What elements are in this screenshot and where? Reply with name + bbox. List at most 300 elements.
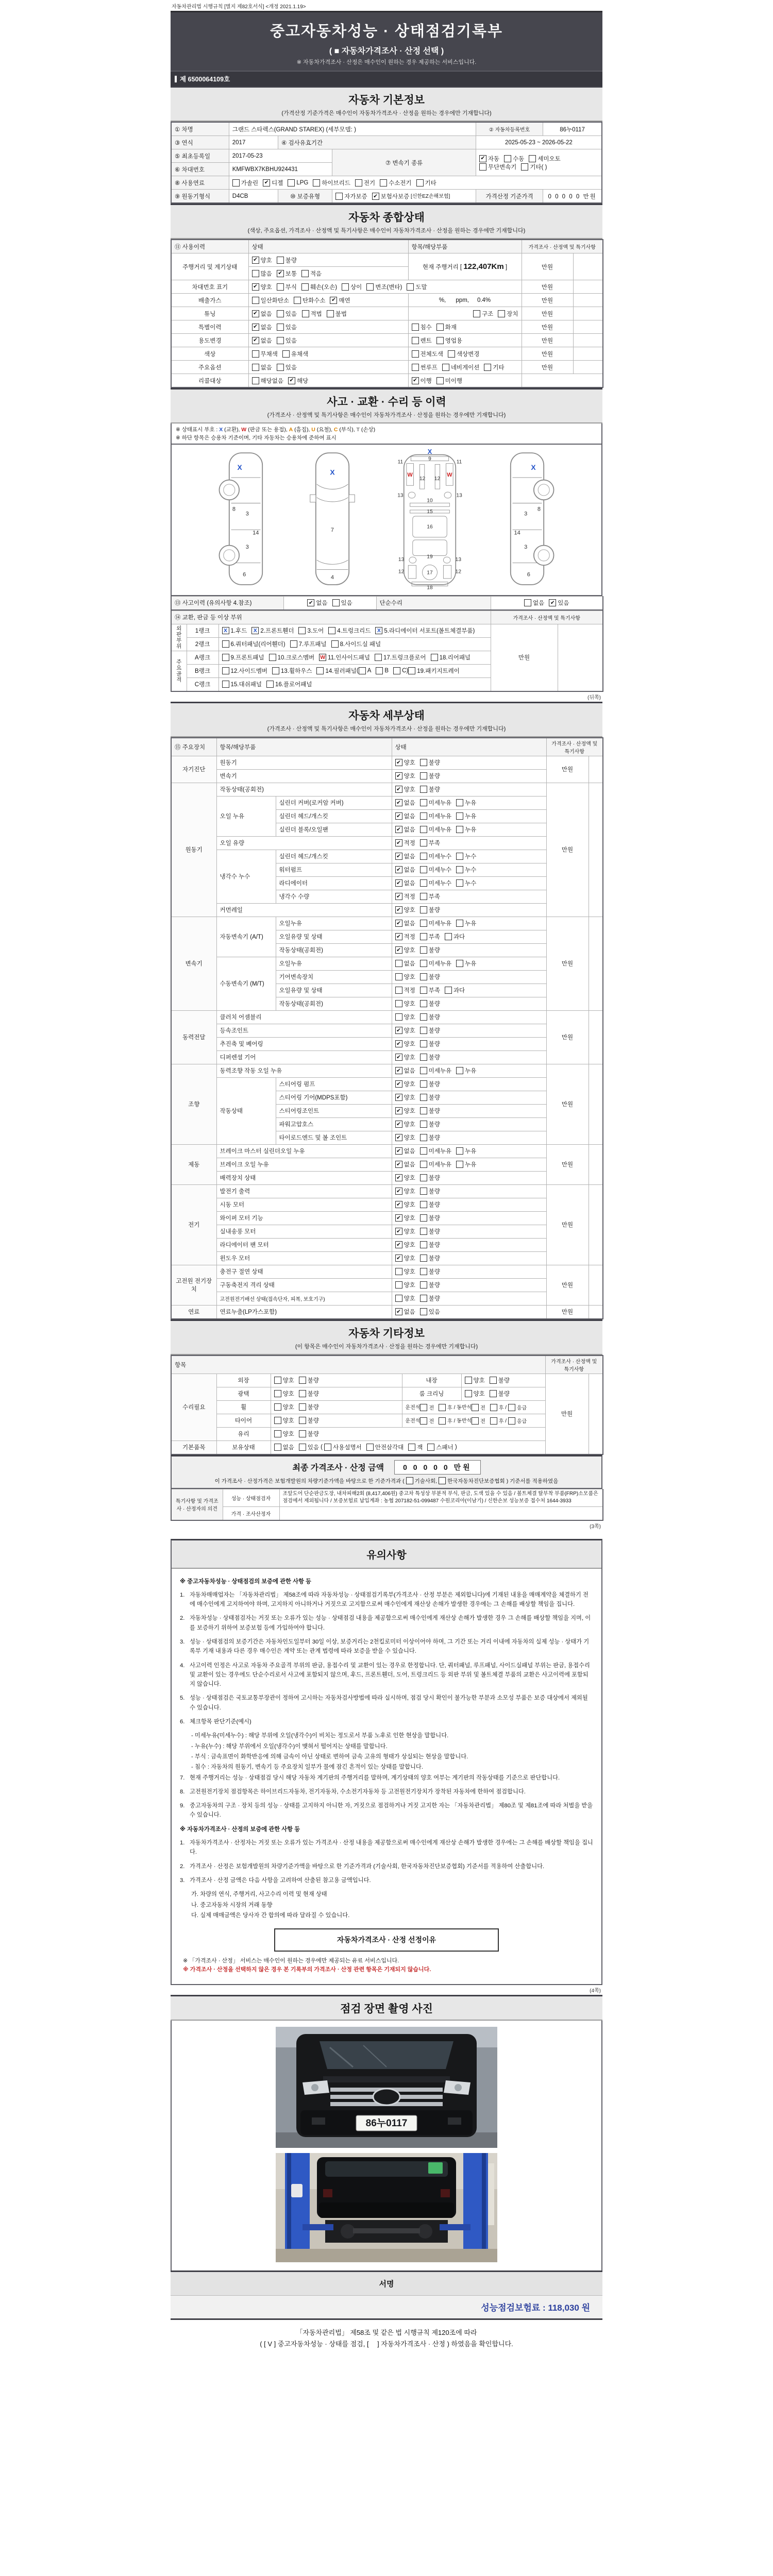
checkbox[interactable] [324,1444,331,1451]
checkbox[interactable]: ✔ [395,1308,402,1315]
checkbox[interactable]: ✔ [395,879,402,887]
svg-text:W: W [407,471,413,478]
cell: 오일유량 및 상태 [276,930,392,943]
checkbox[interactable] [395,960,402,967]
checkbox[interactable]: ✔ [479,155,486,162]
checkbox[interactable] [420,1040,427,1047]
cell: 오일누유 [276,957,392,970]
checkbox[interactable]: X [222,627,229,634]
cell: 스티어링조인트 [276,1104,392,1117]
checkbox[interactable]: ✔ [395,1201,402,1208]
checkbox[interactable] [524,599,531,606]
checkbox-group [395,1026,440,1035]
checkbox[interactable] [395,1013,402,1021]
checkbox[interactable] [252,377,259,384]
checkbox[interactable] [490,1404,497,1411]
checkbox[interactable] [508,1417,515,1425]
checkbox[interactable]: ✔ [395,1027,402,1034]
checkbox[interactable]: ✔ [395,812,402,820]
checkbox[interactable]: ✔ [395,853,402,860]
checkbox[interactable] [393,667,400,674]
checkbox[interactable] [508,1404,515,1411]
checkbox-label: 양호 [282,1431,294,1437]
checkbox[interactable] [420,960,427,967]
checkbox[interactable]: ✔ [395,946,402,954]
checkbox[interactable] [456,920,463,927]
checkbox-label: 불량 [428,1122,440,1128]
checkbox-option [330,296,350,304]
checkbox[interactable] [420,1134,427,1141]
checkbox[interactable] [420,1067,427,1074]
checkbox[interactable] [490,1390,497,1397]
checkbox[interactable]: ✔ [395,906,402,913]
checkbox[interactable]: ✔ [395,1080,402,1088]
cell [392,1171,546,1184]
checkbox[interactable]: ✔ [395,1161,402,1168]
checkbox[interactable] [395,973,402,980]
checkbox[interactable] [420,1308,427,1315]
checkbox[interactable] [272,667,279,674]
price-survey-note: ※ 「가격조사 · 산정」 서비스는 매수인이 원하는 경우에만 제공되는 유료 서비스입니다. [183,1957,399,1964]
checkbox-label: 양호 [473,1378,485,1384]
cell: 구동축전지 격리 상태 [216,1278,392,1292]
checkbox[interactable] [431,654,438,661]
cell: 그랜드 스타렉스(GRAND STAREX) (세부모델: ) [229,122,476,136]
checkbox[interactable]: ✔ [252,257,259,264]
checkbox[interactable]: ✔ [395,1174,402,1181]
checkbox[interactable] [456,879,463,887]
checkbox[interactable] [277,337,284,344]
checkbox[interactable] [252,350,259,358]
checkbox[interactable] [439,1417,446,1425]
text: ( [318,1444,325,1451]
checkbox[interactable] [299,1417,306,1424]
checkbox[interactable] [420,946,427,954]
cell [573,307,603,320]
checkbox[interactable] [465,1390,472,1397]
cell: 실린더 헤드/개스킷 [276,809,392,823]
checkbox[interactable] [420,1174,427,1181]
checkbox[interactable] [420,799,427,806]
svg-text:3: 3 [245,511,249,517]
checkbox[interactable]: ✔ [288,377,295,384]
section-note: (이 항목은 매수인이 자동차가격조사 · 산정을 원하는 경우에만 기재합니다) [295,1343,478,1350]
checkbox-label: 없음 [404,867,415,873]
checkbox-option [427,1443,453,1451]
checkbox-option [299,1389,319,1398]
section-title: 자동차 종합상태 [348,212,425,224]
checkbox[interactable] [313,179,320,187]
checkbox[interactable] [456,1067,463,1074]
checkbox[interactable] [420,812,427,820]
checkbox-label: 누유 [465,814,477,820]
checkbox[interactable] [274,1430,281,1437]
checkbox-label: 18.리어패널 [439,655,471,661]
checkbox-option [412,363,438,371]
checkbox[interactable]: ✔ [395,1228,402,1235]
checkbox[interactable] [456,960,463,967]
checkbox[interactable] [416,179,424,187]
checkbox[interactable] [490,1417,497,1425]
checkbox-label: 적정 [404,894,415,900]
checkbox-option [412,336,432,345]
checkbox-label: 양호 [282,1418,294,1424]
checkbox[interactable]: ✔ [263,179,270,187]
checkbox[interactable] [395,1000,402,1007]
checkbox[interactable] [366,1444,374,1451]
checkbox[interactable] [342,283,349,291]
checkbox[interactable] [269,654,276,661]
checkbox[interactable] [375,654,382,661]
checkbox[interactable] [274,1390,281,1397]
checkbox[interactable] [380,179,387,187]
checkbox-option [473,310,493,318]
checkbox[interactable] [420,879,427,887]
checkbox-option [420,1200,440,1209]
checkbox[interactable]: ✔ [395,933,402,940]
cell: 주요골격 [171,651,187,691]
checkbox[interactable] [436,377,444,384]
checkbox[interactable] [299,1390,306,1397]
cell: 리콜대상 [171,374,248,388]
checkbox[interactable] [302,310,309,317]
checkbox[interactable]: ✔ [395,839,402,846]
table-row [171,611,603,624]
checkbox[interactable] [298,627,306,634]
checkbox[interactable]: ✔ [395,1067,402,1074]
checkbox[interactable]: ✔ [395,893,402,900]
checkbox[interactable] [420,853,427,860]
checkbox[interactable] [420,933,427,940]
checkbox[interactable] [445,987,452,994]
checkbox[interactable] [420,1000,427,1007]
cell: 항목/해당부품 [408,240,522,253]
checkbox[interactable] [299,1444,306,1451]
checkbox[interactable] [436,337,444,344]
table-row [171,957,603,970]
checkbox-option [431,653,470,662]
checkbox[interactable] [456,812,463,820]
checkbox[interactable] [277,364,284,371]
checkbox[interactable] [266,681,274,688]
checkbox-option [420,1187,440,1195]
checkbox[interactable] [222,681,229,688]
checkbox-option [299,1443,319,1451]
checkbox-label: 누수 [465,854,477,860]
checkbox[interactable] [395,987,402,994]
checkbox[interactable] [332,599,340,606]
checkbox[interactable]: ✔ [395,1188,402,1195]
checkbox[interactable] [282,350,290,358]
checkbox[interactable]: ✔ [395,1255,402,1262]
checkbox[interactable]: ✔ [307,599,314,606]
checkbox-option [420,879,451,887]
checkbox-label: 자동 [488,156,500,162]
checkbox-option [299,1376,319,1384]
cell: 용도변경 [171,334,248,347]
checkbox[interactable] [420,1268,427,1275]
table-row [171,294,603,307]
table-row [171,1158,603,1171]
cell: 기어변속장치 [276,970,392,984]
cell [219,637,491,651]
checkbox[interactable]: ✔ [395,866,402,873]
checkbox[interactable] [356,667,366,674]
checkbox[interactable] [252,270,259,277]
checkbox[interactable] [427,1444,434,1451]
svg-text:10: 10 [427,498,433,504]
checkbox[interactable] [420,772,427,779]
checkbox[interactable]: ✔ [252,310,259,317]
checkbox[interactable] [299,1377,306,1384]
checkbox[interactable] [420,893,427,900]
checkbox[interactable] [420,1404,427,1411]
checkbox[interactable] [420,1094,427,1101]
checkbox[interactable] [290,640,297,648]
checkbox[interactable] [335,193,343,200]
checkbox[interactable] [412,337,419,344]
checkbox-label: 양호 [404,1001,415,1007]
checkbox[interactable] [299,1403,306,1411]
checkbox[interactable] [420,1188,427,1195]
cell [219,677,491,691]
svg-text:9: 9 [428,456,431,462]
cell: 오일유량 및 상태 [276,984,392,997]
checkbox[interactable] [420,1027,427,1034]
checkbox[interactable] [436,324,444,331]
checkbox[interactable] [277,283,284,291]
cell: 시동 모터 [216,1198,392,1211]
checkbox[interactable] [420,920,427,927]
checkbox[interactable] [439,1404,446,1411]
checkbox-option [395,1093,415,1101]
checkbox-label: 양호 [404,787,415,793]
cell: %, ppm, 0.4% [408,294,522,307]
checkbox[interactable] [479,163,486,171]
checkbox[interactable]: ✔ [330,297,337,304]
checkbox-option [420,1107,440,1115]
checkbox[interactable] [420,1281,427,1289]
checkbox[interactable] [456,1147,463,1155]
checkbox[interactable] [456,853,463,860]
checkbox[interactable]: ✔ [372,193,379,200]
checkbox[interactable]: ✔ [549,599,556,606]
checkbox-option [366,1443,404,1451]
checkbox-option [420,999,440,1008]
checkbox[interactable] [274,1417,281,1424]
checkbox[interactable] [252,364,259,371]
checkbox[interactable] [294,297,301,304]
checkbox[interactable] [222,640,229,648]
checkbox-label: 미세누수 [428,854,452,860]
checkbox-option [420,1267,440,1276]
checkbox[interactable] [420,1255,427,1262]
checkbox-label: 미세누수 [428,880,452,887]
checkbox-option [490,1403,504,1411]
cell [248,334,408,347]
checkbox[interactable] [490,1377,497,1384]
checkbox[interactable] [420,1295,427,1302]
checkbox-label: 전기 [363,180,376,187]
checkbox[interactable] [445,933,452,940]
checkbox-option [232,179,258,187]
checkbox[interactable]: ✔ [395,1054,402,1061]
checkbox[interactable] [277,257,284,264]
checkbox[interactable] [288,179,295,187]
checkbox[interactable] [442,364,449,371]
checkbox[interactable] [504,155,511,162]
checkbox-group [395,1107,440,1115]
checkbox[interactable] [301,270,309,277]
checkbox[interactable]: ✔ [412,377,419,384]
cell: 변속기 [171,917,216,1010]
checkbox[interactable] [420,987,427,994]
checkbox[interactable] [420,1107,427,1114]
checkbox[interactable] [472,1417,479,1425]
checkbox[interactable] [420,1417,427,1425]
checkbox[interactable] [328,627,335,634]
checkbox[interactable]: ✔ [395,1241,402,1248]
cell: 가격 · 조사산정자 [223,1506,279,1520]
checkbox[interactable]: ✔ [395,1134,402,1141]
checkbox[interactable] [472,1404,479,1411]
checkbox[interactable]: X [251,627,259,634]
checkbox[interactable] [420,973,427,980]
checkbox[interactable] [529,155,536,162]
checkbox[interactable]: ✔ [252,337,259,344]
checkbox[interactable] [316,667,324,674]
checkbox[interactable]: ✔ [395,1121,402,1128]
checkbox[interactable] [420,1054,427,1061]
checkbox[interactable] [420,1147,427,1155]
checkbox[interactable] [408,1444,415,1451]
checkbox[interactable] [521,163,528,171]
checkbox[interactable] [274,1377,281,1384]
checkbox[interactable] [406,1477,413,1484]
cell: 만원 [522,334,573,347]
law-reference: 자동차관리법 시행규칙 [별지 제82호서식] <개정 2021.1.19> [172,4,306,10]
checkbox[interactable] [465,1377,472,1384]
checkbox[interactable] [355,179,362,187]
checkbox[interactable] [366,283,374,291]
checkbox-group [274,1443,319,1451]
cell: 냉각수 수량 [276,890,392,903]
checkbox[interactable] [395,1268,402,1275]
checkbox[interactable]: ✔ [395,786,402,793]
checkbox[interactable] [420,1228,427,1235]
checkbox[interactable]: ✔ [252,324,259,331]
checkbox[interactable] [420,866,427,873]
checkbox[interactable] [408,667,415,674]
checkbox-label: 불량 [428,1189,440,1195]
checkbox-group [222,626,475,635]
checkbox[interactable]: ✔ [252,283,259,291]
checkbox[interactable]: ✔ [395,799,402,806]
checkbox[interactable] [299,1430,306,1437]
checkbox[interactable] [232,179,240,187]
checkbox[interactable] [420,1013,427,1021]
checkbox[interactable] [420,1121,427,1128]
checkbox[interactable]: ✔ [395,826,402,833]
checkbox[interactable] [407,283,414,291]
checkbox[interactable] [420,1161,427,1168]
checkbox[interactable] [412,350,419,358]
checkbox[interactable] [456,866,463,873]
checkbox[interactable] [456,1161,463,1168]
checkbox[interactable] [420,826,427,833]
checkbox[interactable] [420,906,427,913]
cell: 항목 [171,1355,545,1374]
checkbox[interactable]: ✔ [395,772,402,779]
checkbox[interactable] [395,1281,402,1289]
checkbox[interactable] [420,759,427,766]
checkbox[interactable] [331,640,339,648]
notice-item: 9. 중고자동차의 구조 · 장치 등의 성능 · 상태를 고지하지 아니한 자, 거짓으로 점검하거나 거짓 고지한 자는 「자동차관리법」 제80조 및 제81조에 따라 처벌을 받을 수 있습니다. [180,1803,593,1819]
checkbox-label: 전 [480,1405,485,1412]
cell: 워터펌프 [276,863,392,876]
checkbox[interactable]: ✔ [395,1214,402,1222]
svg-text:3: 3 [524,544,528,550]
checkbox[interactable]: ✔ [395,1040,402,1047]
checkbox-label: 후 [498,1419,504,1425]
checkbox-label: 양호 [404,1256,415,1262]
checkbox[interactable] [420,1080,427,1088]
checkbox-option [274,1416,294,1425]
checkbox[interactable] [448,350,455,358]
checkbox[interactable] [376,667,383,674]
checkbox[interactable] [252,297,259,304]
checkbox[interactable] [412,364,419,371]
checkbox[interactable] [274,1403,281,1411]
checkbox[interactable] [395,1295,402,1302]
checkbox[interactable] [277,310,284,317]
cell: 만원 [522,253,573,280]
checkbox[interactable] [420,786,427,793]
checkbox[interactable]: ✔ [395,1147,402,1155]
notice-subitem: 나. 중고자동차 시장의 거래 동향 [191,1902,273,1908]
checkbox[interactable] [420,839,427,846]
checkbox[interactable]: ✔ [395,759,402,766]
checkbox-label: 불법 [335,311,347,317]
checkbox[interactable] [484,364,491,371]
table-row [171,136,602,149]
checkbox[interactable] [456,799,463,806]
checkbox[interactable]: X [375,627,382,634]
checkbox-label: 양호 [260,257,272,264]
checkbox[interactable] [420,1201,427,1208]
checkbox[interactable] [301,283,309,291]
cell [402,1400,545,1414]
checkbox[interactable] [439,1477,446,1484]
checkbox[interactable] [277,324,284,331]
checkbox[interactable] [420,1241,427,1248]
checkbox[interactable]: ✔ [395,1094,402,1101]
checkbox[interactable] [498,310,505,317]
checkbox[interactable] [420,1214,427,1222]
checkbox[interactable] [327,310,334,317]
checkbox[interactable] [473,310,480,317]
checkbox[interactable] [412,324,419,331]
checkbox[interactable] [222,654,229,661]
checkbox[interactable]: ✔ [277,270,284,277]
checkbox[interactable] [456,826,463,833]
checkbox[interactable]: ✔ [395,1107,402,1114]
checkbox[interactable]: W [319,654,326,661]
checkbox[interactable]: ✔ [395,920,402,927]
checkbox[interactable] [274,1444,281,1451]
checkbox[interactable] [222,667,229,674]
table-row [171,307,603,320]
